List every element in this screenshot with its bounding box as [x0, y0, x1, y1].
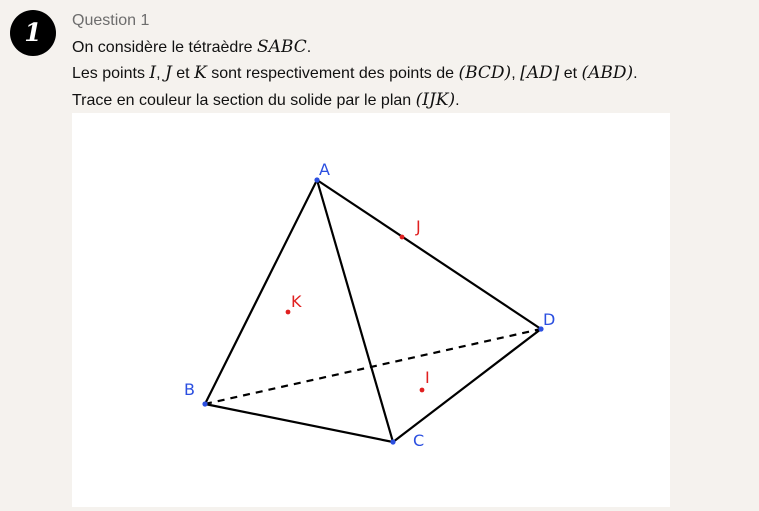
point-k-dot	[286, 310, 291, 315]
solid-name: SABC	[257, 37, 307, 57]
vertex-b-dot	[202, 401, 207, 406]
point-k-label: K	[291, 292, 302, 311]
question-number: 1	[24, 18, 42, 47]
statement-line-2	[72, 63, 638, 83]
statement-text: sont respectivement des points de	[206, 65, 459, 82]
vertex-c-label: C	[413, 431, 425, 450]
point-j-label: J	[416, 217, 421, 236]
question-number-badge	[10, 10, 56, 56]
statement-text: On considère le tétraèdre	[72, 39, 257, 56]
vertex-d-label: D	[543, 310, 556, 329]
edge-ad	[317, 180, 541, 329]
statement-text: .	[455, 92, 460, 109]
statement-text: Trace en couleur la section du solide par le plan	[72, 92, 416, 109]
point-i-label: I	[425, 368, 430, 387]
question-title: Question 1	[72, 12, 150, 29]
statement-text: et	[559, 65, 582, 82]
segment-ad: [AD]	[520, 63, 560, 83]
point-name-i: I	[149, 63, 157, 83]
point-i-dot	[420, 388, 425, 393]
point-j-dot	[400, 235, 405, 240]
plane-ijk: (IJK)	[415, 90, 456, 110]
statement-text: .	[306, 39, 312, 56]
statement-text: et	[171, 65, 195, 82]
vertex-b-label: B	[184, 380, 195, 399]
tetrahedron-drawing	[72, 113, 670, 507]
edge-bc	[205, 404, 393, 442]
statement-text: Les points	[72, 65, 150, 82]
statement-line-3	[72, 90, 460, 110]
edge-ac	[317, 180, 393, 442]
tetrahedron-figure	[72, 113, 670, 507]
plane-abd: (ABD)	[581, 63, 634, 83]
vertex-c-dot	[390, 439, 395, 444]
statement-text: ,	[156, 65, 165, 82]
plane-bcd: (BCD)	[458, 63, 512, 83]
point-name-j: J	[165, 63, 172, 83]
statement-line-1	[72, 37, 311, 57]
statement-text: .	[633, 65, 638, 82]
edge-cd	[393, 329, 541, 442]
point-name-k: K	[194, 63, 207, 83]
statement-text: ,	[511, 65, 521, 82]
vertex-a-label: A	[319, 160, 330, 179]
